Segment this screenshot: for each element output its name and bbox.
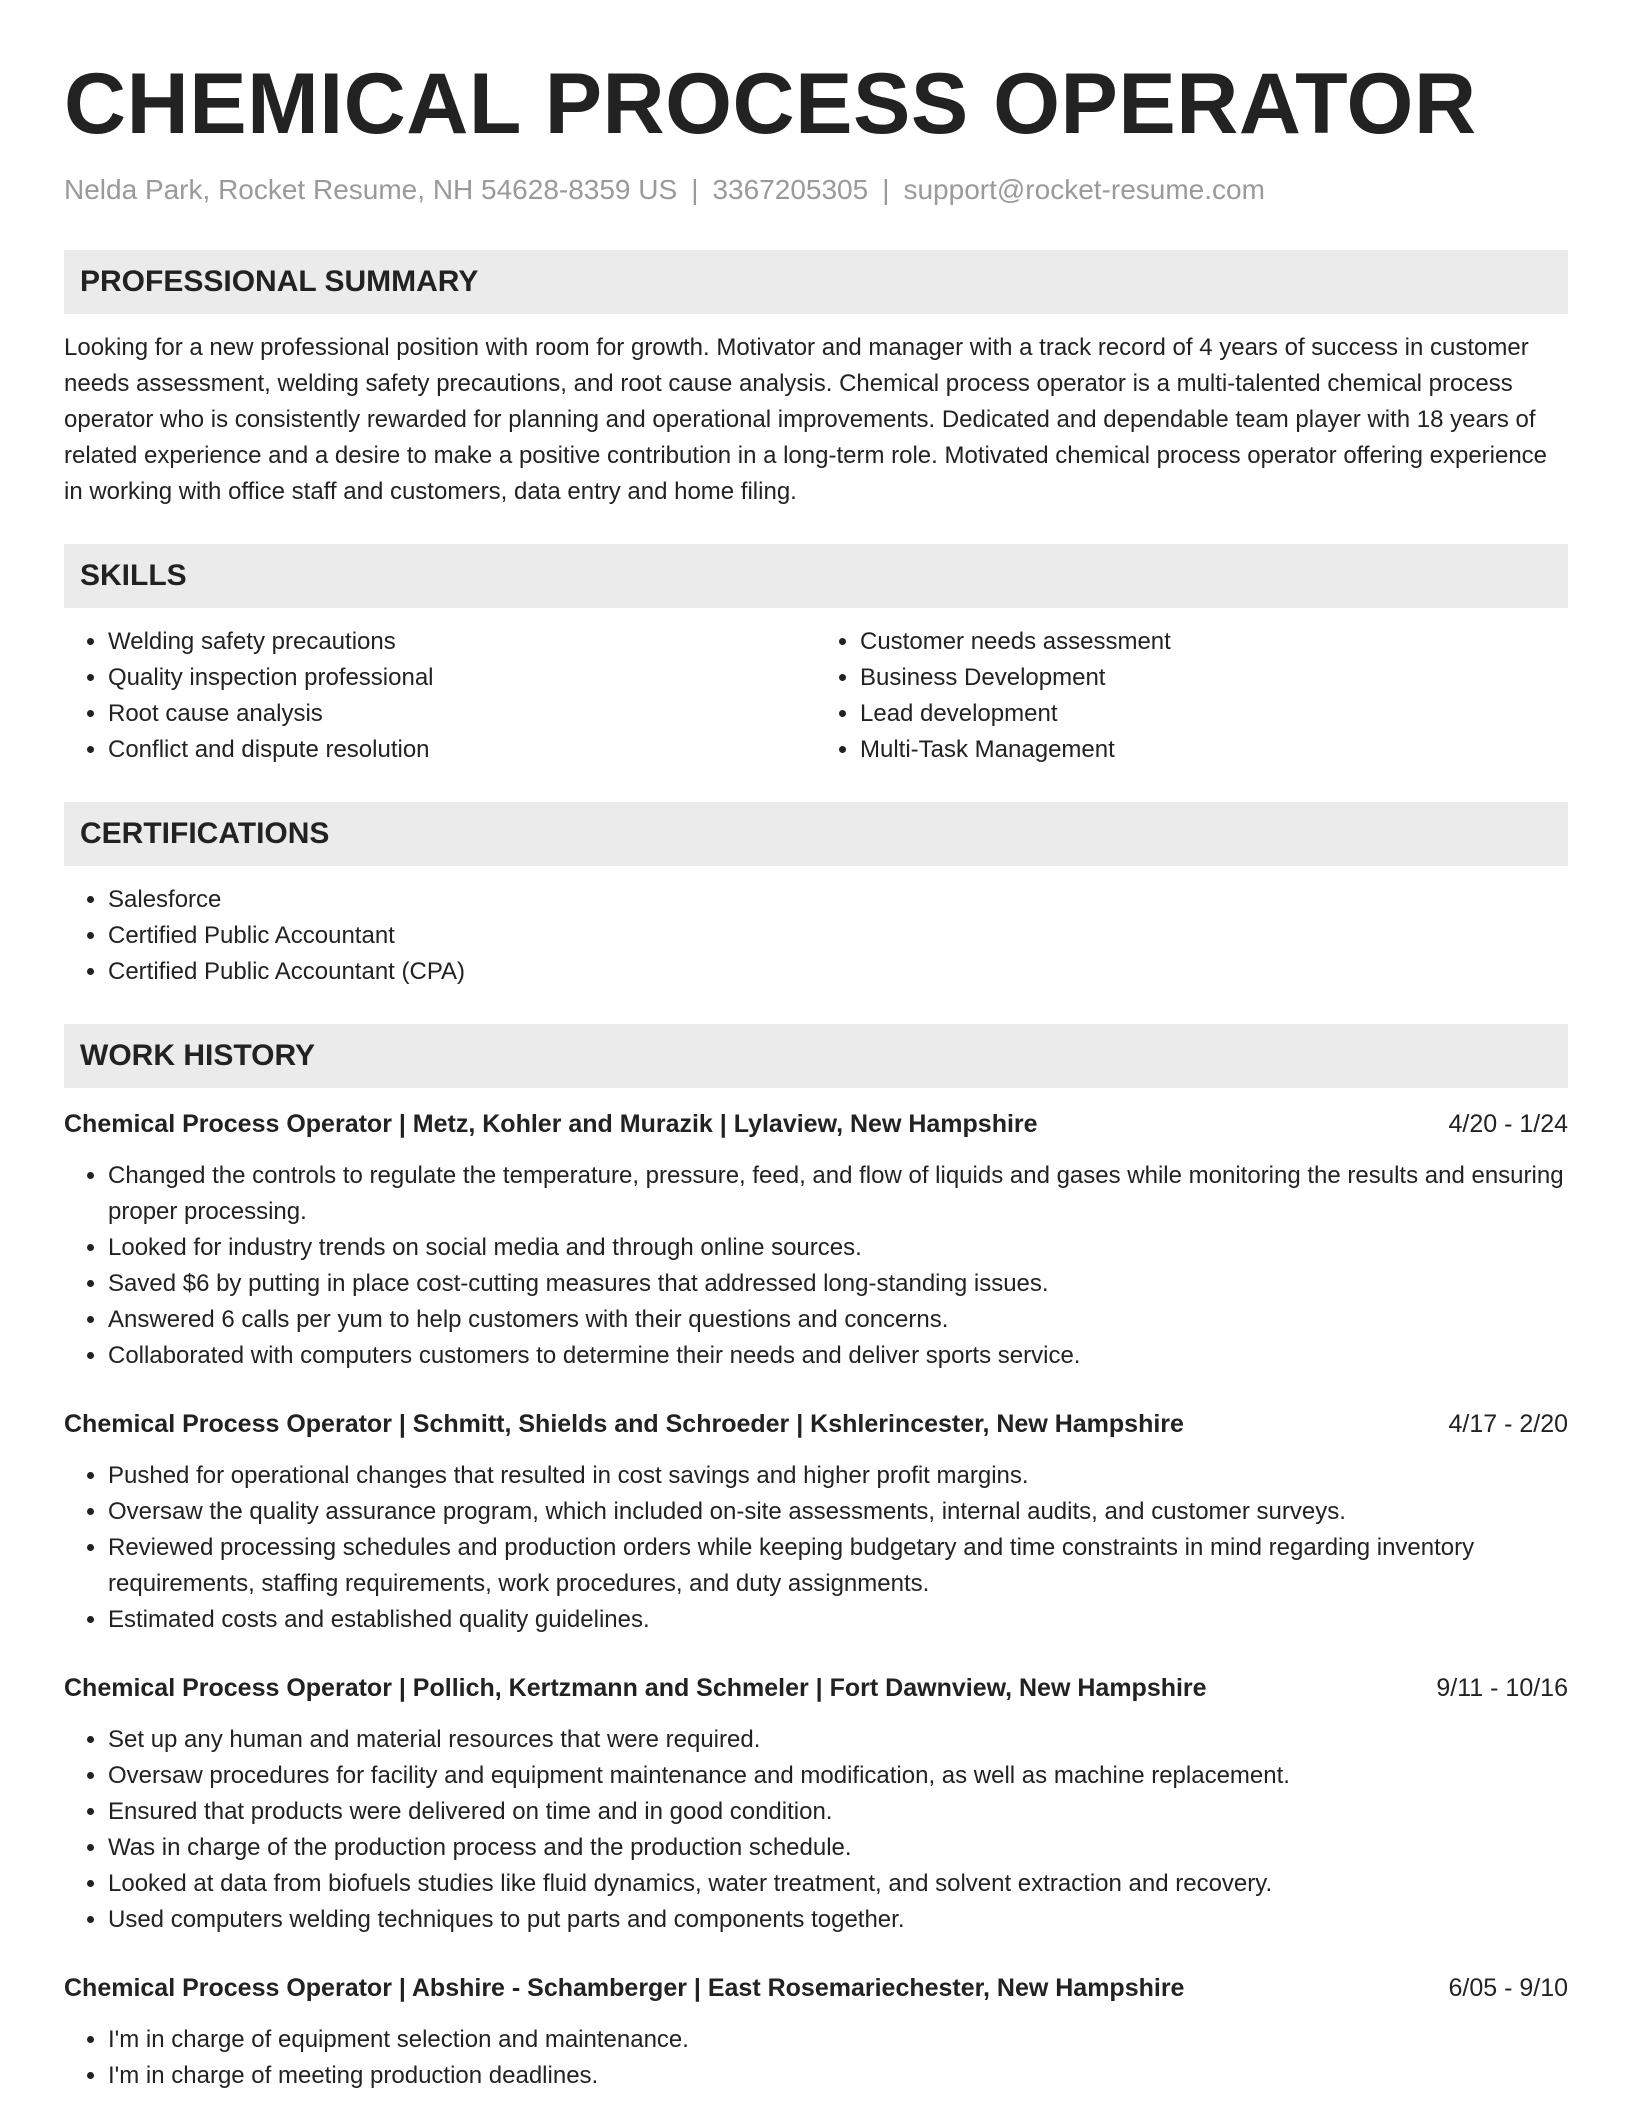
work-history-section xyxy=(64,1024,1568,2094)
page-title: CHEMICAL PROCESS OPERATOR xyxy=(64,56,1477,152)
job-entry xyxy=(64,1670,1568,1938)
skill-item: • Lead development xyxy=(860,696,1568,732)
job-header xyxy=(64,1970,1568,2006)
certifications-list xyxy=(64,882,1568,990)
job-title: Chemical Process Operator | Metz, Kohler and Murazik | Lylaview, New Hampshire xyxy=(64,1110,1038,1138)
skills-heading: SKILLS xyxy=(64,544,1568,608)
job-bullet: • Was in charge of the production process and the production schedule. xyxy=(108,1830,1568,1866)
work-history-heading: WORK HISTORY xyxy=(64,1024,1568,1088)
job-title: Chemical Process Operator | Abshire - Schamberger | East Rosemariechester, New Hampshire xyxy=(64,1974,1185,2002)
job-entry xyxy=(64,1106,1568,1374)
contact-phone: 3367205305 xyxy=(712,174,869,205)
skill-item: • Root cause analysis xyxy=(108,696,816,732)
job-entry xyxy=(64,1970,1568,2094)
job-bullet: • Estimated costs and established quality guidelines. xyxy=(108,1602,1568,1638)
skill-item: • Quality inspection professional xyxy=(108,660,816,696)
skills-list-left xyxy=(64,624,816,768)
skill-item: • Business Development xyxy=(860,660,1568,696)
skill-item: • Welding safety precautions xyxy=(108,624,816,660)
skill-item: • Multi-Task Management xyxy=(860,732,1568,768)
summary-heading: PROFESSIONAL SUMMARY xyxy=(64,250,1568,314)
job-bullets xyxy=(64,1458,1568,1638)
contact-line xyxy=(64,170,1568,210)
job-bullet: • Saved $6 by putting in place cost-cutting measures that addressed long-standing issues. xyxy=(108,1266,1568,1302)
skills-grid xyxy=(64,624,1568,768)
job-bullet: • Pushed for operational changes that resulted in cost savings and higher profit margins. xyxy=(108,1458,1568,1494)
job-header xyxy=(64,1106,1568,1142)
certification-item: • Salesforce xyxy=(108,882,1568,918)
certifications-heading: CERTIFICATIONS xyxy=(64,802,1568,866)
job-bullets xyxy=(64,1158,1568,1374)
job-dates: 6/05 - 9/10 xyxy=(1448,1974,1568,2002)
summary-section xyxy=(64,250,1568,510)
job-header xyxy=(64,1406,1568,1442)
job-entry xyxy=(64,1406,1568,1638)
skill-item: • Customer needs assessment xyxy=(860,624,1568,660)
skills-section xyxy=(64,544,1568,768)
job-bullet: • Oversaw procedures for facility and equipment maintenance and modification, as well as machine replacement. xyxy=(108,1758,1568,1794)
job-bullet: • Answered 6 calls per yum to help customers with their questions and concerns. xyxy=(108,1302,1568,1338)
job-dates: 4/17 - 2/20 xyxy=(1448,1410,1568,1438)
skill-item: • Conflict and dispute resolution xyxy=(108,732,816,768)
job-bullet: • Looked for industry trends on social media and through online sources. xyxy=(108,1230,1568,1266)
job-bullet: • I'm in charge of meeting production deadlines. xyxy=(108,2058,1568,2094)
job-dates: 4/20 - 1/24 xyxy=(1448,1110,1568,1138)
job-title: Chemical Process Operator | Schmitt, Shields and Schroeder | Kshlerincester, New Hampshire xyxy=(64,1410,1184,1438)
job-bullet: • Set up any human and material resources that were required. xyxy=(108,1722,1568,1758)
job-bullet: • Used computers welding techniques to put parts and components together. xyxy=(108,1902,1568,1938)
contact-email: support@rocket-resume.com xyxy=(903,174,1265,205)
job-bullet: • Looked at data from biofuels studies like fluid dynamics, water treatment, and solvent extraction and recovery. xyxy=(108,1866,1568,1902)
job-dates: 9/11 - 10/16 xyxy=(1436,1674,1568,1702)
job-bullet: • Collaborated with computers customers to determine their needs and deliver sports service. xyxy=(108,1338,1568,1374)
job-bullet: • Oversaw the quality assurance program, which included on-site assessments, internal audits, and customer surveys. xyxy=(108,1494,1568,1530)
summary-text: Looking for a new professional position with room for growth. Motivator and manager with a track record of 4 years of success in customer needs assessment, welding safety precautions, and root cause analysis. Chemical process operator is a multi-talented chemical process operator who is consistently rewarded for planning and operational improvements. Dedicated and dependable team player with 18 years of related experience and a desire to make a positive contribution in a long-term role. Motivated chemical process operator offering experience in working with office staff and customers, data entry and home filing. xyxy=(64,334,1548,505)
job-header xyxy=(64,1670,1568,1706)
contact-separator: | xyxy=(882,174,890,205)
job-title: Chemical Process Operator | Pollich, Kertzmann and Schmeler | Fort Dawnview, New Hampshire xyxy=(64,1674,1207,1702)
job-bullet: • Ensured that products were delivered on time and in good condition. xyxy=(108,1794,1568,1830)
certification-item: • Certified Public Accountant xyxy=(108,918,1568,954)
certification-item: • Certified Public Accountant (CPA) xyxy=(108,954,1568,990)
contact-address: Nelda Park, Rocket Resume, NH 54628-8359 US xyxy=(64,174,678,205)
job-bullet: • I'm in charge of equipment selection and maintenance. xyxy=(108,2022,1568,2058)
contact-separator: | xyxy=(691,174,699,205)
job-bullets xyxy=(64,1722,1568,1938)
skills-list-right xyxy=(816,624,1568,768)
job-bullet: • Changed the controls to regulate the temperature, pressure, feed, and flow of liquids and gases while monitoring the results and ensuring proper processing. xyxy=(108,1158,1568,1230)
job-bullets xyxy=(64,2022,1568,2094)
job-bullet: • Reviewed processing schedules and production orders while keeping budgetary and time constraints in mind regarding inventory requirements, staffing requirements, work procedures, and duty assignments. xyxy=(108,1530,1568,1602)
certifications-section xyxy=(64,802,1568,990)
